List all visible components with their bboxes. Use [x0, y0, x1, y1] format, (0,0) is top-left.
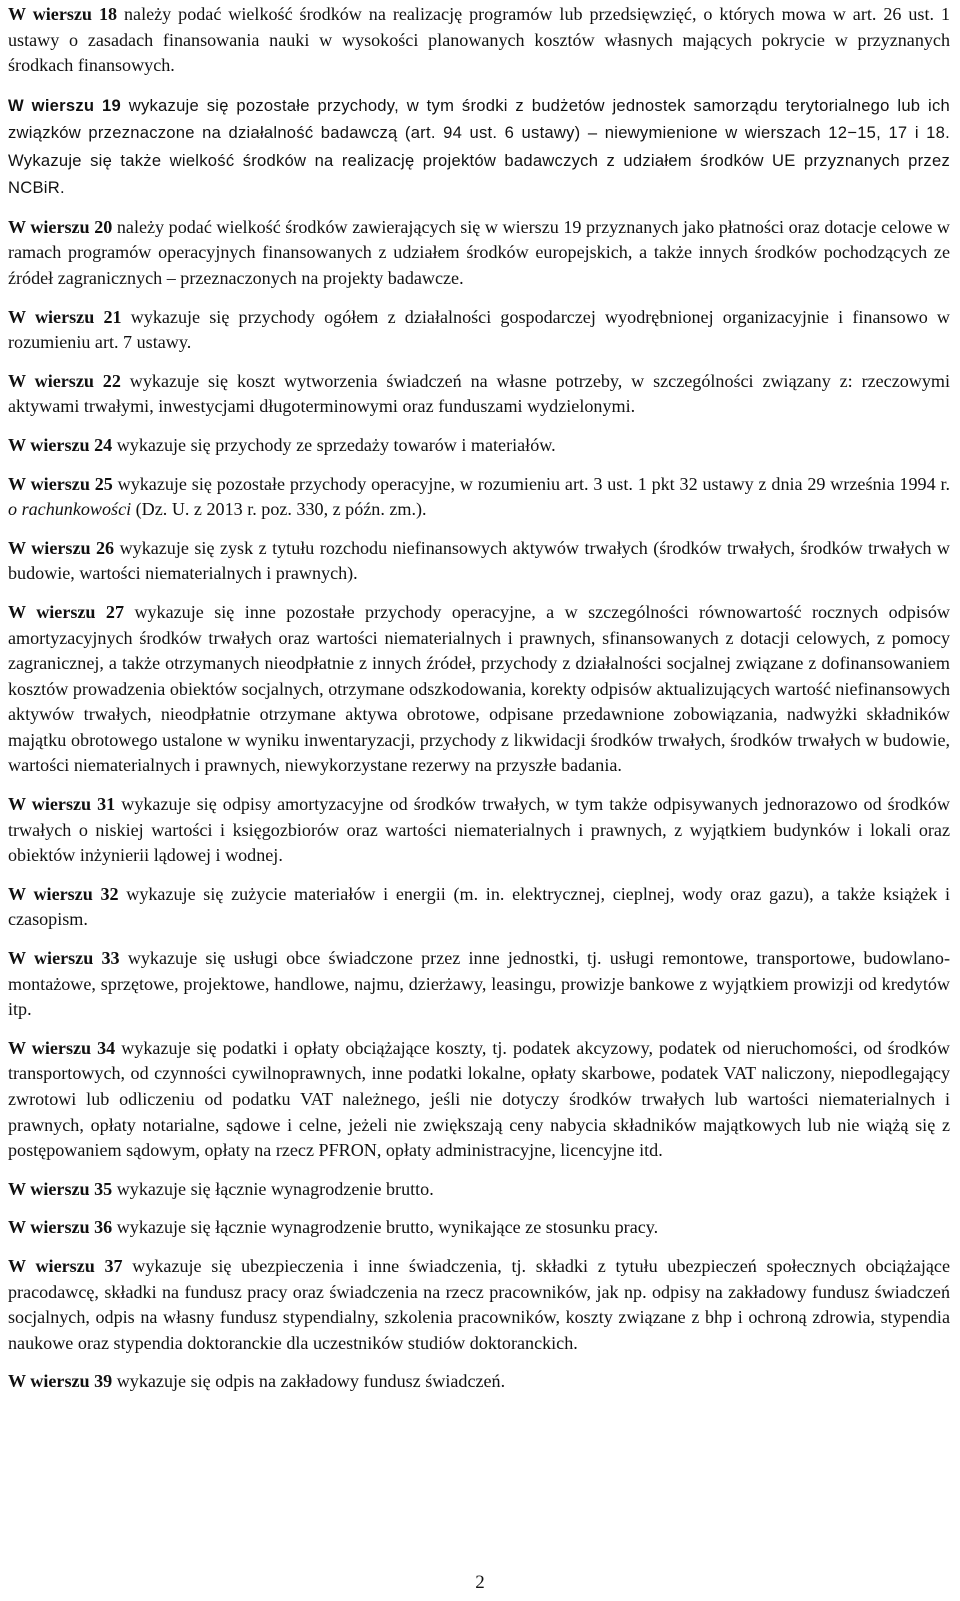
- row-label: W wierszu 21: [8, 306, 122, 327]
- paragraph-text: wykazuje się łącznie wynagrodzenie brutto, wynikające ze stosunku pracy.: [112, 1217, 659, 1238]
- row-label: W wierszu 34: [8, 1037, 116, 1058]
- document-page: [8, 2, 950, 1408]
- row-label: W wierszu 20: [8, 216, 113, 237]
- paragraph-row-22: [8, 369, 950, 420]
- row-label: W wierszu 36: [8, 1217, 113, 1238]
- row-label: W wierszu 18: [8, 4, 118, 24]
- paragraph-text: wykazuje się przychody ze sprzedaży towarów i materiałów.: [112, 434, 556, 455]
- paragraph-text: wykazuje się inne pozostałe przychody operacyjne, a w szczególności równowartość rocznych odpisów amortyzacyjnych środków trwałych oraz wartości niematerialnych i prawnych, sfinansowanych z dotacji celowych, z pomocy zagranicznej, a także otrzymanych nieodpłatnie z innych źródeł, przychody z działalności socjalnej związane z dofinansowaniem kosztów prowadzenia obiektów socjalnych, otrzymane odszkodowania, korekty odpisów aktualizujących wartość niefinansowych aktywów trwałych, nieodpłatnie otrzymane aktywa obrotowe, odpisane przedawnione zobowiązania, nadwyżki składników majątku obrotowego ustalone w wyniku inwentaryzacji, przychody z likwidacji środków trwałych, środków trwałych w budowie, wartości niematerialnych i prawnych, niewykorzystane rezerwy na przyszłe badania.: [8, 601, 950, 776]
- row-label: W wierszu 27: [8, 601, 125, 622]
- paragraph-text: wykazuje się usługi obce świadczone przez inne jednostki, tj. usługi remontowe, transportowe, budowlano-montażowe, sprzętowe, projektowe, handlowe, najmu, dzierżawy, leasingu, prowizje bankowe z wyjątkiem prowizji od kredytów itp.: [8, 948, 950, 1020]
- page-number: 2: [475, 1572, 485, 1593]
- paragraph-text: wykazuje się łącznie wynagrodzenie brutto.: [112, 1178, 434, 1199]
- paragraph-text: wykazuje się odpis na zakładowy fundusz świadczeń.: [112, 1371, 506, 1392]
- paragraph-text: wykazuje się podatki i opłaty obciążające koszty, tj. podatek akcyzowy, podatek od nieruchomości, od środków transportowych, od czynności cywilnoprawnych, inne podatki lokalne, opłaty skarbowe, podatek VAT naliczony, niepodlegający zwrotowi lub odliczeniu od podatku VAT należnego, jeśli nie dotyczy środków trwałych lub wartości niematerialnych i prawnych, opłaty notarialne, sądowe i celne, jeżeli nie zwiększają ceny nabycia składników majątkowych lub nie wiążą się z postępowaniem sądowym, opłaty na rzecz PFRON, opłaty administracyjne, licencyjne itd.: [8, 1037, 950, 1161]
- paragraph-row-25: [8, 472, 950, 523]
- row-label: W wierszu 35: [8, 1178, 113, 1199]
- paragraph-text: należy podać wielkość środków na realizację programów lub przedsięwzięć, o których mowa w art. 26 ust. 1 ustawy o zasadach finansowania nauki w wysokości planowanych kosztów własnych mających pokrycie w przyznanych środkach finansowych.: [8, 4, 950, 76]
- row-label: W wierszu 25: [8, 473, 113, 494]
- paragraph-row-26: [8, 536, 950, 587]
- paragraph-text-end: (Dz. U. z 2013 r. poz. 330, z późn. zm.).: [131, 499, 427, 520]
- paragraph-text: wykazuje się pozostałe przychody, w tym środki z budżetów jednostek samorządu terytorialnego lub ich związków przeznaczone na działalność badawczą (art. 94 ust. 6 ustawy) – niewymienione w wierszach 12−15, 17 i 18. Wykazuje się także wielkość środków na realizację projektów badawczych z udziałem środków UE przyznanych przez NCBiR.: [8, 95, 950, 198]
- paragraph-row-35: [8, 1177, 950, 1203]
- paragraph-row-36: [8, 1215, 950, 1241]
- paragraph-text: wykazuje się pozostałe przychody operacyjne, w rozumieniu art. 3 ust. 1 pkt 32 ustawy z dnia 29 września 1994 r.: [112, 473, 950, 494]
- paragraph-text: wykazuje się koszt wytworzenia świadczeń na własne potrzeby, w szczególności związany z: rzeczowymi aktywami trwałymi, inwestycjami długoterminowymi oraz funduszami wydzielonymi.: [8, 370, 950, 417]
- row-label: W wierszu 22: [8, 370, 121, 391]
- paragraph-row-24: [8, 433, 950, 459]
- row-label: W wierszu 31: [8, 794, 116, 815]
- row-label: W wierszu 19: [8, 95, 121, 115]
- row-label: W wierszu 26: [8, 537, 115, 558]
- paragraph-text: wykazuje się przychody ogółem z działalności gospodarczej wyodrębnionej organizacyjnie i finansowo w rozumieniu art. 7 ustawy.: [8, 306, 951, 353]
- paragraph-text: należy podać wielkość środków zawierających się w wierszu 19 przyznanych jako płatności oraz dotacje celowe w ramach programów operacyjnych finansowanych z udziałem środków europejskich, a także innych środków pochodzących ze źródeł zagranicznych – przeznaczonych na projekty badawcze.: [8, 216, 951, 288]
- paragraph-row-27: [8, 600, 950, 779]
- row-label: W wierszu 37: [8, 1255, 123, 1276]
- paragraph-row-37: [8, 1254, 950, 1356]
- paragraph-row-32: [8, 882, 950, 933]
- act-title: o rachunkowości: [8, 499, 132, 520]
- paragraph-row-33: [8, 946, 950, 1023]
- paragraph-row-31: [8, 792, 950, 869]
- row-label: W wierszu 33: [8, 948, 120, 969]
- paragraph-text: wykazuje się zużycie materiałów i energii (m. in. elektrycznej, cieplnej, wody oraz gazu), a także książek i czasopism.: [8, 883, 950, 930]
- paragraph-text: wykazuje się ubezpieczenia i inne świadczenia, tj. składki z tytułu ubezpieczeń społecznych obciążające pracodawcę, składki na fundusz pracy oraz świadczenia na rzecz pracowników, jak np. odpisy na zakładowy fundusz świadczeń socjalnych, odpis na własny fundusz stypendialny, szkolenia pracowników, koszty związane z bhp i ochroną zdrowia, stypendia naukowe oraz stypendia doktoranckie dla uczestników studiów doktoranckich.: [8, 1255, 950, 1353]
- paragraph-row-21: [8, 305, 950, 356]
- row-label: W wierszu 24: [8, 434, 113, 455]
- row-label: W wierszu 32: [8, 883, 119, 904]
- paragraph-row-19: [8, 92, 950, 202]
- paragraph-text: wykazuje się zysk z tytułu rozchodu niefinansowych aktywów trwałych (środków trwałych, środków trwałych w budowie, wartości niematerialnych i prawnych).: [8, 537, 950, 584]
- paragraph-row-20: [8, 215, 950, 292]
- row-label: W wierszu 39: [8, 1371, 113, 1392]
- paragraph-text: wykazuje się odpisy amortyzacyjne od środków trwałych, w tym także odpisywanych jednorazowo od środków trwałych o niskiej wartości i księgozbiorów oraz wartości niematerialnych i prawnych, z wyjątkiem budynków i lokali oraz obiektów inżynierii lądowej i wodnej.: [8, 794, 950, 866]
- paragraph-row-34: [8, 1036, 950, 1164]
- paragraph-row-18: [8, 2, 950, 79]
- paragraph-row-39: [8, 1369, 950, 1395]
